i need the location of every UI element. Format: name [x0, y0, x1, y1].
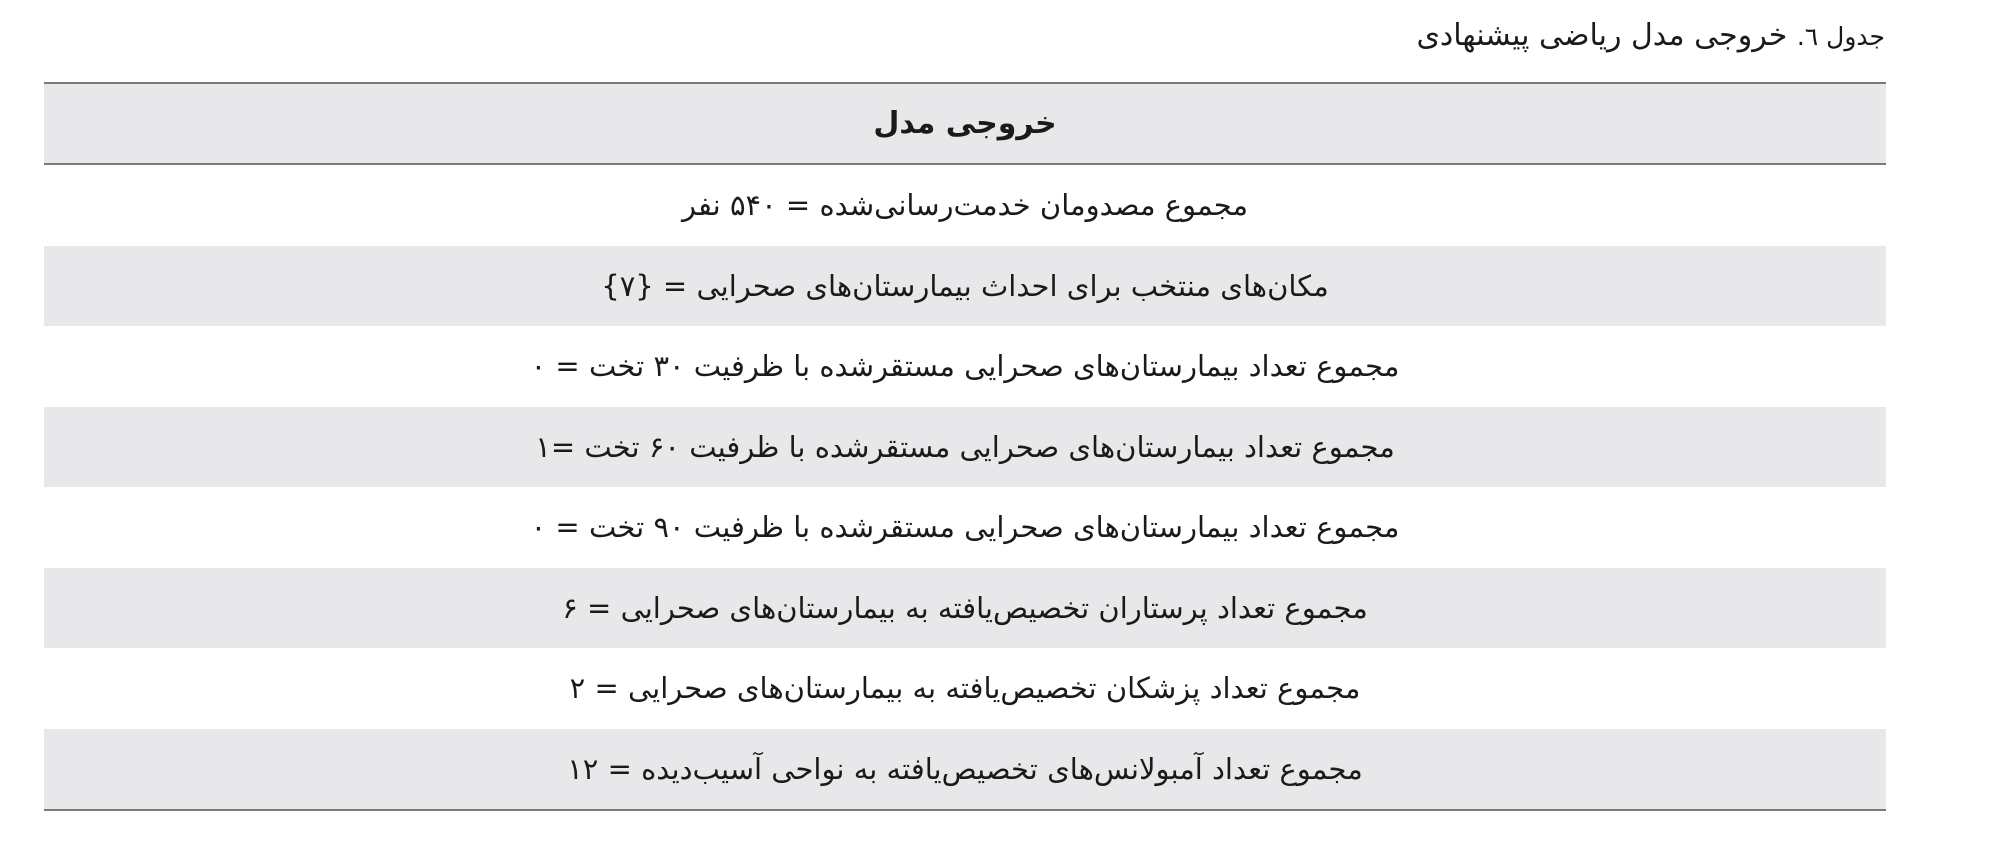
table-row-hospitals-90-beds: مجموع تعداد بیمارستان‌های صحرایی مستقرشده با ظرفیت ۹۰ تخت = ۰	[530, 510, 1400, 545]
table-row-physicians: مجموع تعداد پزشکان تخصیص‌یافته به بیمارستان‌های صحرایی = ۲	[569, 671, 1361, 706]
table-row-hospitals-60-beds: مجموع تعداد بیمارستان‌های صحرایی مستقرشده با ظرفیت ۶۰ تخت =۱	[44, 407, 1886, 488]
table-row-ambulances: مجموع تعداد آمبولانس‌های تخصیص‌یافته به نواحی آسیب‌دیده = ۱۲	[44, 729, 1886, 810]
model-output-table	[44, 82, 1886, 811]
table-row-served-casualties: مجموع مصدومان خدمت‌رسانی‌شده = ۵۴۰ نفر	[682, 188, 1249, 223]
caption-title: خروجی مدل ریاضی پیشنهادی	[1416, 18, 1788, 53]
caption-label: جدول ٦.	[1796, 22, 1885, 51]
table-row-hospitals-30-beds: مجموع تعداد بیمارستان‌های صحرایی مستقرشده با ظرفیت ۳۰ تخت = ۰	[530, 349, 1400, 384]
table-row-nurses: مجموع تعداد پرستاران تخصیص‌یافته به بیمارستان‌های صحرایی = ۶	[44, 568, 1886, 649]
table-header: خروجی مدل	[44, 84, 1886, 165]
table-caption	[1416, 14, 1885, 59]
table-row-selected-locations: مکان‌های منتخب برای احداث بیمارستان‌های صحرایی = {۷}	[44, 246, 1886, 327]
